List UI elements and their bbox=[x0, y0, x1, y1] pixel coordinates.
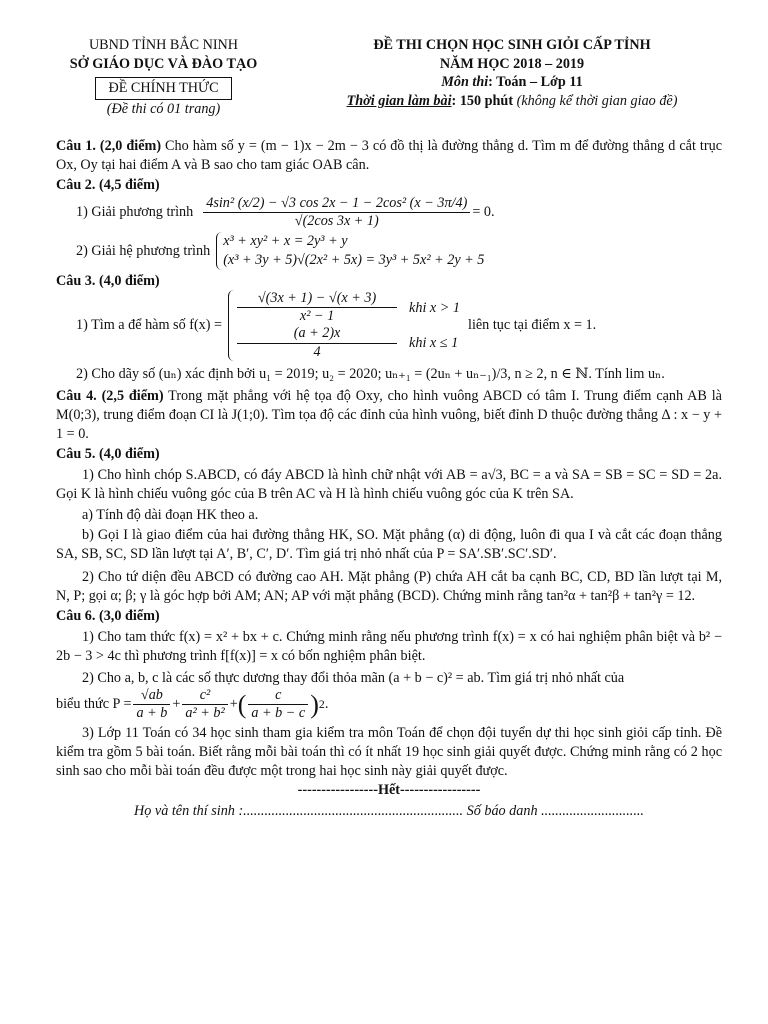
time-label: Thời gian làm bài bbox=[346, 93, 452, 110]
question-5-title: Câu 5. (4,0 điểm) bbox=[56, 446, 160, 463]
time-value: : 150 phút bbox=[451, 93, 514, 110]
q6-frac-1 bbox=[133, 687, 170, 722]
question-3-part-1 bbox=[56, 290, 722, 360]
q6-frac3-den: a + b − c bbox=[251, 705, 306, 722]
end-marker: -----------------Hết----------------- bbox=[297, 781, 481, 798]
q2-p1-fraction bbox=[203, 195, 470, 230]
q3-case2-den: 4 bbox=[313, 343, 321, 360]
question-5-part-1b: b) Gọi I là giao điểm của hai đường thẳng HK, SO. Mặt phẳng (α) di động, luôn đi qua I và cắt các đoạn thẳng SA, SB, SC, SD lần lượt tại A′, B′, C′, D′. Tìm giá trị nhỏ nhất của P = SA′.SB′.SC′.SD′. bbox=[56, 527, 722, 563]
question-1-title: Câu 1. (2,0 điểm) bbox=[56, 137, 162, 154]
question-5-part-1a: a) Tính độ dài đoạn HK theo a. bbox=[82, 506, 259, 523]
question-6-part-1: 1) Cho tam thức f(x) = x² + bx + c. Chứng minh rằng nếu phương trình f(x) = x có hai nghiệm phân biệt và b² − 2b − 3 > 4c thì phương trình f[f(x)] = x có bốn nghiệm phân biệt. bbox=[56, 629, 722, 664]
q3-p1-suffix: liên tục tại điểm x = 1. bbox=[468, 317, 597, 334]
q3-case-1 bbox=[235, 290, 460, 325]
q3-case1-cond: khi x > 1 bbox=[409, 299, 460, 316]
subject-line bbox=[302, 73, 722, 92]
q2-p2-prefix: 2) Giải hệ phương trình bbox=[76, 242, 211, 259]
question-2-title: Câu 2. (4,5 điểm) bbox=[56, 177, 160, 194]
q2-system-eq1: x³ + xy² + x = 2y³ + y bbox=[223, 233, 348, 250]
subject-label: Môn thi bbox=[441, 74, 489, 91]
q6-frac-2 bbox=[182, 687, 227, 722]
q2-p1-denominator: √(2cos 3x + 1) bbox=[294, 213, 379, 230]
q3-case2-cond: khi x ≤ 1 bbox=[409, 334, 459, 351]
q6-plus-1: + bbox=[172, 696, 181, 713]
q2-p1-suffix: = 0. bbox=[472, 204, 495, 221]
department-name: SỞ GIÁO DỤC VÀ ĐÀO TẠO bbox=[69, 55, 258, 72]
question-3-title: Câu 3. (4,0 điểm) bbox=[56, 272, 160, 289]
question-5-part-2: 2) Cho tứ diện đều ABCD có đường cao AH. Mặt phẳng (P) chứa AH cắt ba cạnh BC, CD, BD lần lượt tại M, N, P; gọi α; β; γ là góc hợp bởi AM; AN; AP với mặt phẳng (BCD). Chứng minh rằng tan²α + tan²β + tan²γ = 12. bbox=[56, 568, 722, 604]
school-year: NĂM HỌC 2018 – 2019 bbox=[439, 55, 585, 72]
q3-case1-fraction bbox=[237, 290, 397, 325]
q3-case1-num: √(3x + 1) − √(x + 3) bbox=[237, 290, 397, 308]
header-right bbox=[302, 36, 722, 119]
header-left bbox=[56, 36, 271, 119]
question-1-text: Cho hàm số y = (m − 1)x − 2m − 3 có đồ thị là đường thẳng d. Tìm m để đường thẳng d cắt trục Ox, Oy tại hai điểm A và B sao cho tam giác OAB cân. bbox=[56, 137, 722, 173]
question-6-title: Câu 6. (3,0 điểm) bbox=[56, 608, 160, 625]
official-stamp-box bbox=[95, 77, 231, 100]
q6-period: . bbox=[324, 696, 329, 713]
q3-case2-fraction bbox=[237, 325, 397, 360]
q6-frac-3 bbox=[248, 687, 308, 722]
page-count-note: (Đề thi có 01 trang) bbox=[106, 101, 221, 118]
question-6-part-3: 3) Lớp 11 Toán có 34 học sinh tham gia kiểm tra môn Toán để chọn đội tuyển dự thi học sinh giỏi cấp tỉnh. Đề kiểm tra gồm 5 bài toán. Biết rằng mỗi bài toán thì có ít nhất 19 học sinh giải quyết được. Chứng minh rằng có 2 học sinh sao cho mỗi bài toán đều được một trong hai học sinh này giải quyết được. bbox=[56, 725, 722, 779]
question-3-part-2: 2) Cho dãy số (uₙ) xác định bởi u₁ = 2019; u₂ = 2020; uₙ₊₁ = (2uₙ + uₙ₋₁)/3, n ≥ 2, n ∈ ℕ. Tính lim uₙ. bbox=[76, 365, 665, 382]
q6-frac1-num: √ab bbox=[133, 687, 170, 705]
q6-paren-close: ) bbox=[310, 689, 319, 719]
question-4-title: Câu 4. (2,5 điểm) bbox=[56, 388, 164, 405]
q6-frac1-den: a + b bbox=[136, 705, 168, 722]
q3-case1-den: x² − 1 bbox=[299, 308, 335, 325]
time-line bbox=[302, 92, 722, 111]
question-2-part-2 bbox=[56, 232, 722, 269]
q6-square: 2 bbox=[318, 697, 325, 711]
question-4-text: Trong mặt phẳng với hệ tọa độ Oxy, cho hình vuông ABCD có tâm I. Trung điểm cạnh AB là M(0;3), trung điểm đoạn CI là J(1;0). Tìm tọa độ các đỉnh của hình vuông, biết đỉnh D thuộc đường thẳng Δ : x − y + 1 = 0. bbox=[56, 388, 722, 442]
question-2-part-1 bbox=[56, 195, 722, 230]
q6-expr-prefix: biểu thức P = bbox=[56, 696, 132, 713]
question-5-part-1: 1) Cho hình chóp S.ABCD, có đáy ABCD là hình chữ nhật với AB = a√3, BC = a và SA = SB = SC = SD = 2a. Gọi K là hình chiếu vuông góc của B trên AC và H là hình chiếu vuông góc của K trên SA. bbox=[56, 467, 722, 502]
q3-case2-num: (a + 2)x bbox=[237, 325, 397, 343]
q3-piecewise bbox=[228, 290, 460, 360]
candidate-info-line: Họ và tên thí sinh :.............................................................. Số báo danh ............................. bbox=[134, 803, 644, 820]
subject-value: : Toán – Lớp 11 bbox=[488, 74, 583, 91]
official-label: ĐỀ CHÍNH THỨC bbox=[108, 80, 219, 97]
exam-title: ĐỀ THI CHỌN HỌC SINH GIỎI CẤP TỈNH bbox=[373, 37, 651, 53]
question-6-part-2: 2) Cho a, b, c là các số thực dương thay đổi thỏa mãn (a + b − c)² = ab. Tìm giá trị nhỏ nhất của bbox=[82, 669, 625, 686]
time-note: (không kể thời gian giao đề) bbox=[513, 93, 678, 110]
q2-system bbox=[216, 232, 484, 269]
q2-p1-prefix: 1) Giải phương trình bbox=[76, 204, 194, 221]
question-1 bbox=[56, 137, 722, 174]
q6-frac3-num: c bbox=[248, 687, 308, 705]
q6-plus-2: + bbox=[229, 696, 238, 713]
q3-p1-prefix: 1) Tìm a để hàm số f(x) = bbox=[76, 317, 223, 334]
q3-case-2 bbox=[235, 325, 460, 360]
q2-p1-numerator: 4sin² (x/2) − √3 cos 2x − 1 − 2cos² (x − 3π/4) bbox=[203, 195, 470, 213]
question-4 bbox=[56, 387, 722, 443]
q2-system-eq2: (x³ + 3y + 5)√(2x² + 5x) = 3y³ + 5x² + 2y + 5 bbox=[223, 251, 485, 268]
question-6-expression bbox=[56, 687, 722, 722]
province-committee: UBND TỈNH BẮC NINH bbox=[88, 37, 239, 53]
q6-paren-open: ( bbox=[237, 689, 247, 719]
exam-page bbox=[56, 36, 722, 821]
exam-header bbox=[56, 36, 722, 119]
q6-frac2-num: c² bbox=[182, 687, 227, 705]
q6-frac2-den: a² + b² bbox=[185, 705, 225, 722]
